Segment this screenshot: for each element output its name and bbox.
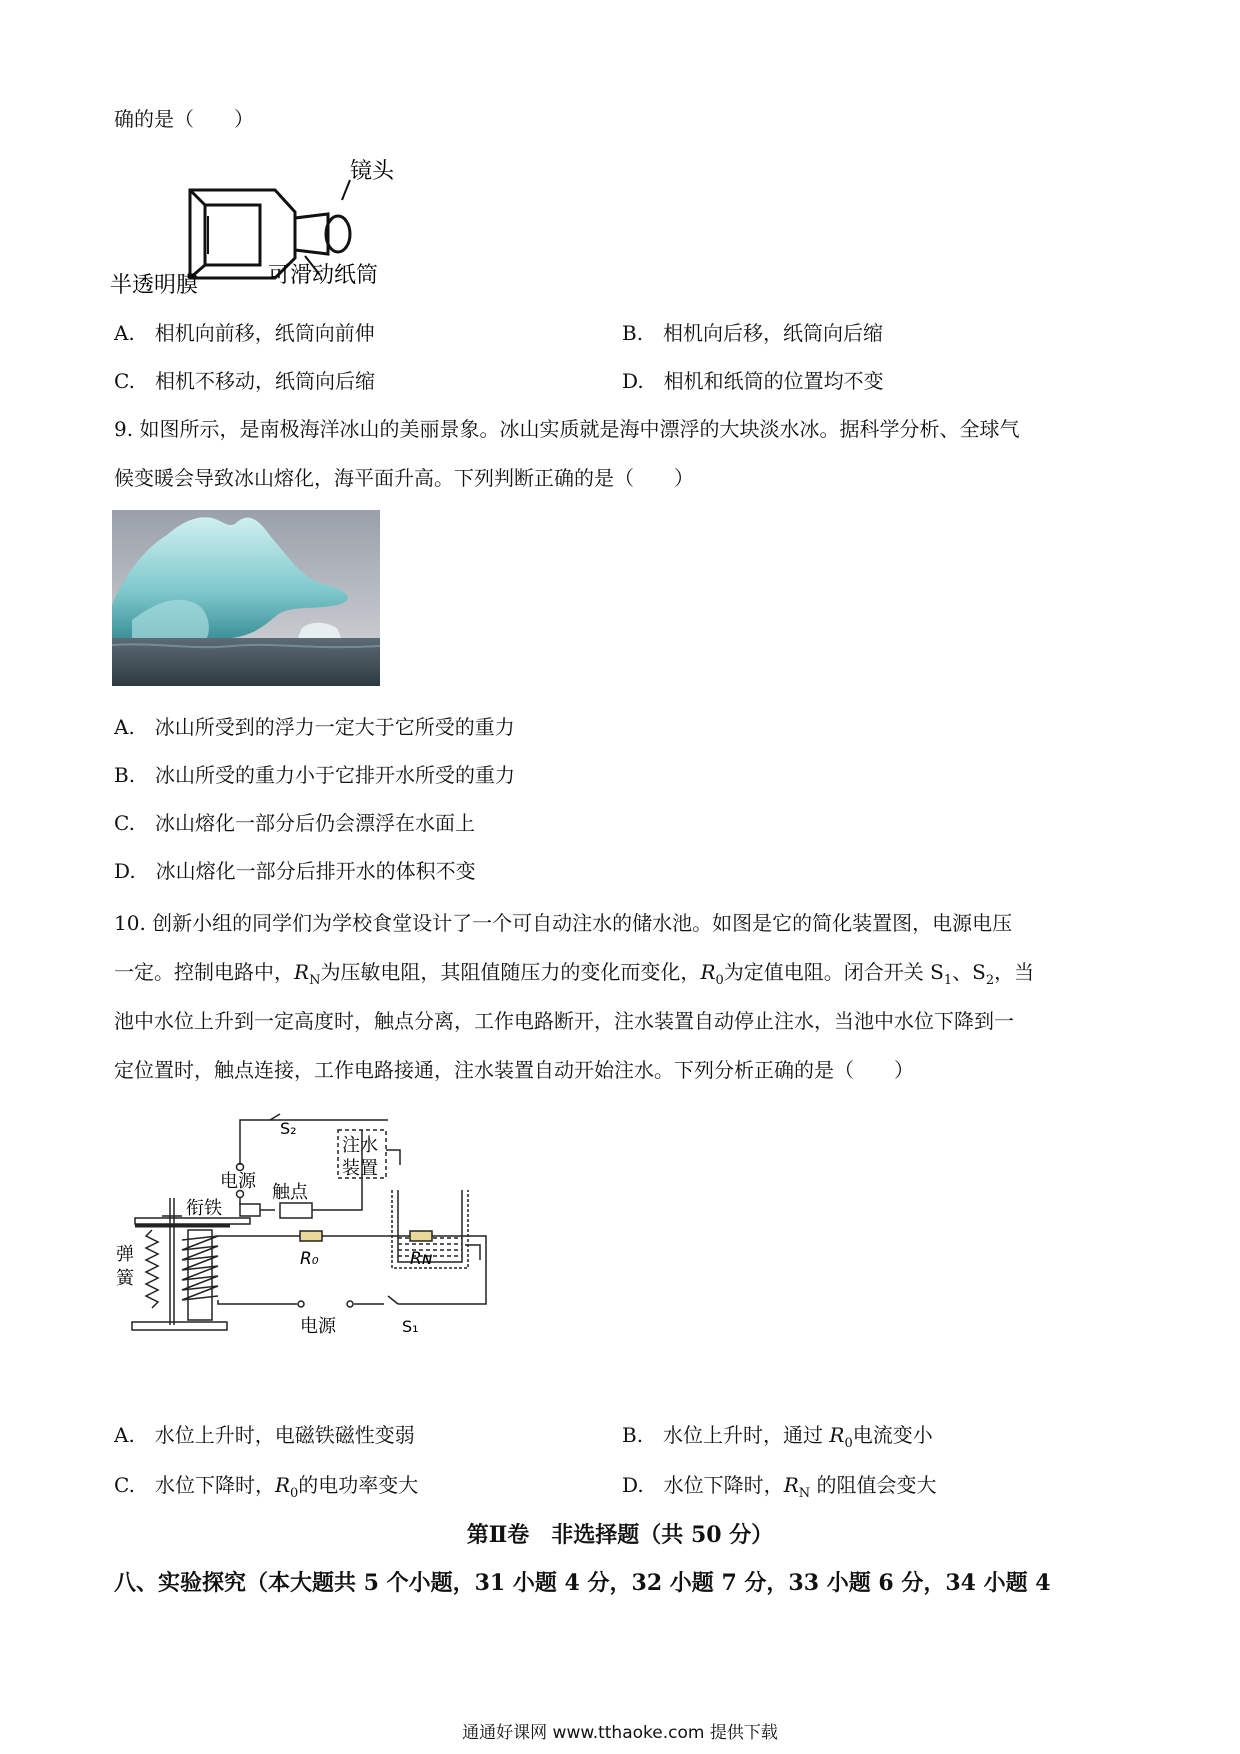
spring-label-2: 簧	[116, 1268, 134, 1289]
armature-label: 衔铁	[186, 1198, 222, 1219]
power-bottom-label: 电源	[300, 1316, 336, 1337]
q8-camera-figure	[110, 150, 410, 300]
q9-option-d: D. 冰山熔化一部分后排开水的体积不变	[114, 859, 476, 883]
q9-stem-line2: 候变暖会导致冰山熔化，海平面升高。下列判断正确的是（ ）	[114, 466, 694, 490]
part8-heading: 八、实验探究（本大题共 5 个小题，31 小题 4 分，32 小题 7 分，33 小题 6 分，34 小题 4	[114, 1570, 1051, 1596]
q9-stem-line1: 9. 如图所示，是南极海洋冰山的美丽景象。冰山实质就是海中漂浮的大块淡水冰。据科学分析、全球气	[114, 417, 1020, 441]
q8-option-d: D. 相机和纸筒的位置均不变	[622, 369, 884, 393]
iceberg-photo	[112, 510, 380, 686]
s2-label: S₂	[280, 1119, 297, 1138]
contact-label: 触点	[272, 1182, 308, 1203]
power-top-label: 电源	[220, 1171, 256, 1192]
q10-stem-line2: 一定。控制电路中，$R_N$为压敏电阻，其阻值随压力的变化而变化，$R_0$为定值电阻。闭合开关 $S_1$、$S_2$，当	[114, 960, 1035, 988]
q10-option-c: C. 水位下降时，$R_0$的电功率变大	[114, 1473, 419, 1501]
q8-stem-tail: 确的是（ ）	[114, 107, 254, 131]
q9-option-a: A. 冰山所受到的浮力一定大于它所受的重力	[114, 715, 515, 739]
q8-option-c: C. 相机不移动，纸筒向后缩	[114, 369, 375, 393]
q10-option-d: D. 水位下降时，$R_N$ 的阻值会变大	[622, 1473, 937, 1501]
injector-label-1: 注水	[342, 1135, 378, 1156]
rn-label: Rɴ	[410, 1249, 433, 1269]
page-footer: 通通好课网 www.tthaoke.com 提供下载	[462, 1723, 778, 1743]
q9-option-c: C. 冰山熔化一部分后仍会漂浮在水面上	[114, 811, 475, 835]
r0-label: R₀	[300, 1249, 319, 1269]
q10-stem-line3: 池中水位上升到一定高度时，触点分离，工作电路断开，注水装置自动停止注水，当池中水位下降到一	[114, 1009, 1014, 1033]
q8-option-b: B. 相机向后移，纸筒向后缩	[622, 321, 884, 345]
section2-title: 第Ⅱ卷 非选择题（共 50 分）	[466, 1522, 774, 1548]
q10-circuit-figure	[110, 1110, 500, 1350]
q10-stem-line1: 10. 创新小组的同学们为学校食堂设计了一个可自动注水的储水池。如图是它的简化装置图，电源电压	[114, 911, 1013, 935]
lens-label: 镜头	[350, 159, 395, 184]
q8-option-a: A. 相机向前移，纸筒向前伸	[114, 321, 375, 345]
injector-label-2: 装置	[342, 1158, 378, 1179]
q10-stem-line4: 定位置时，触点连接，工作电路接通，注水装置自动开始注水。下列分析正确的是（ ）	[114, 1058, 914, 1082]
spring-label-1: 弹	[116, 1244, 134, 1265]
q10-option-b: B. 水位上升时，通过 $R_0$电流变小	[622, 1423, 933, 1451]
q10-option-a: A. 水位上升时，电磁铁磁性变弱	[114, 1423, 415, 1447]
film-label: 半透明膜	[110, 273, 199, 298]
tube-label: 可滑动纸筒	[268, 263, 379, 288]
s1-label: S₁	[402, 1317, 419, 1336]
q9-option-b: B. 冰山所受的重力小于它排开水所受的重力	[114, 763, 516, 787]
